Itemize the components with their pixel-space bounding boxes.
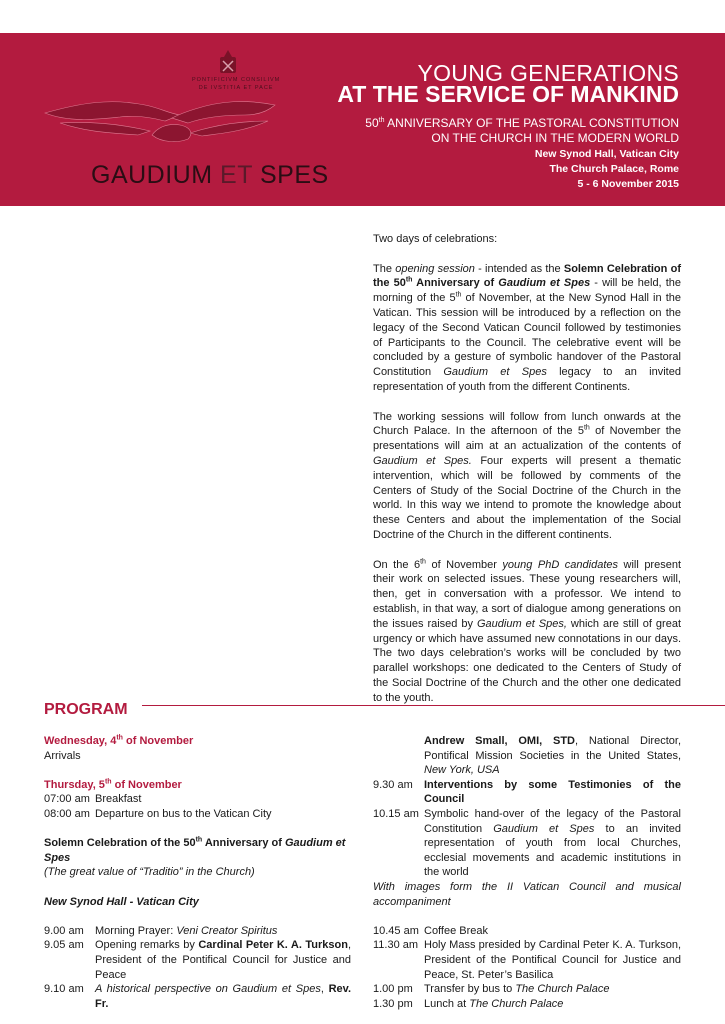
event-dates: 5 - 6 November 2015	[577, 178, 679, 190]
subtitle-line-2: ON THE CHURCH IN THE MODERN WORLD	[431, 131, 679, 145]
day-heading-wednesday: Wednesday, 4th of November	[44, 734, 194, 747]
consilium-label: PONTIFICIVM CONSILIVM DE IVSTITIA ET PACE	[192, 77, 281, 91]
intro-paragraph-0: Two days of celebrations:	[373, 233, 498, 245]
schedule-item: 1.00 pm Transfer by bus to The Church Palace	[373, 983, 610, 996]
schedule-item: 9.30 am Interventions by some Testimonies of the Council	[373, 778, 681, 806]
schedule-item-continued: Andrew Small, OMI, STD, National Director, Pontifical Mission Societies in the United States, New York, USA	[424, 735, 682, 777]
intro-paragraph-2: The working sessions will follow from lunch onwards at the Church Palace. In the afternoon of the 5th of November the presentations will aim at an actualization of the contents of Gaudium et Spes. Four experts will present a thematic intervention, which will be followed by comments of the Centers of Study of the Social Doctrine of the Church in the world. In this way we intend to promote the knowledge about these Centers and about the implementation of the Social Doctrine of the Church in the different continents.	[373, 410, 681, 541]
schedule-item: 9.05 am Opening remarks by Cardinal Peter K. A. Turkson, President of the Pontifical Council for Justice and Peace	[44, 939, 352, 981]
arrivals: Arrivals	[44, 749, 81, 762]
program-divider	[142, 705, 725, 706]
schedule-item: 9.00 am Morning Prayer: Veni Creator Spiritus	[44, 924, 278, 937]
intro-paragraph-1: The opening session - intended as the Solemn Celebration of the 50th Anniversary of Gaudium et Spes - will be held, the morning of the 5th of November, at the New Synod Hall in the Vatican. This session will be introduced by a reflection on the legacy of the Second Vatican Council followed by testimonies of Participants to the Council. The celebrative event will be concluded by a gesture of symbolic handover of the Pastoral Constitution Gaudium et Spes legacy to an invited representation of youth from the different Continents.	[373, 262, 681, 393]
title-line-1: YOUNG GENERATIONS	[417, 60, 679, 86]
gaudium-et-spes-wordmark: GAUDIUM ET SPES	[91, 161, 329, 189]
program-heading: PROGRAM	[44, 701, 128, 718]
subtitle-line-1: 50th ANNIVERSARY OF THE PASTORAL CONSTITUTION	[365, 116, 679, 130]
location-heading: New Synod Hall - Vatican City	[44, 895, 199, 908]
schedule-item: 07:00 am Breakfast	[44, 793, 142, 806]
intro-paragraph-3: On the 6th of November young PhD candidates will present their work on selected issues. These young researchers will, then, get in conversation with a professor. We intend to establish, in that way, a sort of dialogue among generations on the issues raised by Gaudium et Spes, which are still of great urgency or which have assumed new connotations in our days. The two days celebration’s works will be concluded by two parallel workshops: one dedicated to the Centers of Study of the Social Doctrine of the Church and the other one dedicated to the youth.	[373, 557, 682, 704]
hands-emblem-icon	[45, 102, 275, 142]
title-line-2: AT THE SERVICE OF MANKIND	[337, 81, 679, 107]
schedule-item: 10.45 am Coffee Break	[373, 924, 489, 937]
intro-text	[373, 232, 681, 720]
schedule-item: 1.30 pm Lunch at The Church Palace	[373, 997, 564, 1010]
solemn-celebration-subtitle: (The great value of “Traditio” in the Church)	[44, 866, 255, 879]
schedule-item: 08:00 am Departure on bus to the Vatican City	[44, 807, 272, 820]
gaudium-et-spes-logo	[40, 43, 280, 163]
program-right-column	[373, 734, 681, 1011]
schedule-item: 10.15 am Symbolic hand-over of the legacy of the Pastoral Constitution Gaudium et Spes to an invited representation of youth from local Churches, ecclesial movements and academic institutions in the world	[373, 807, 681, 879]
schedule-note: With images form the II Vatican Council and musical accompaniment	[373, 880, 681, 908]
venue-2: The Church Palace, Rome	[549, 163, 679, 175]
day-heading-thursday: Thursday, 5th of November	[44, 778, 182, 791]
header-banner	[0, 33, 725, 206]
schedule-item: 9.10 am A historical perspective on Gaudium et Spes, Rev. Fr.	[44, 983, 351, 1010]
papal-keys-emblem-icon	[220, 50, 236, 73]
venue-1: New Synod Hall, Vatican City	[534, 148, 679, 160]
program-left-column	[44, 734, 351, 1011]
schedule-item: 11.30 am Holy Mass presided by Cardinal Peter K. A. Turkson, President of the Pontifical Council for Justice and Peace, St. Peter’s Basilica	[373, 939, 681, 981]
solemn-celebration-heading: Solemn Celebration of the 50th Anniversary of Gaudium et Spes	[44, 836, 346, 864]
